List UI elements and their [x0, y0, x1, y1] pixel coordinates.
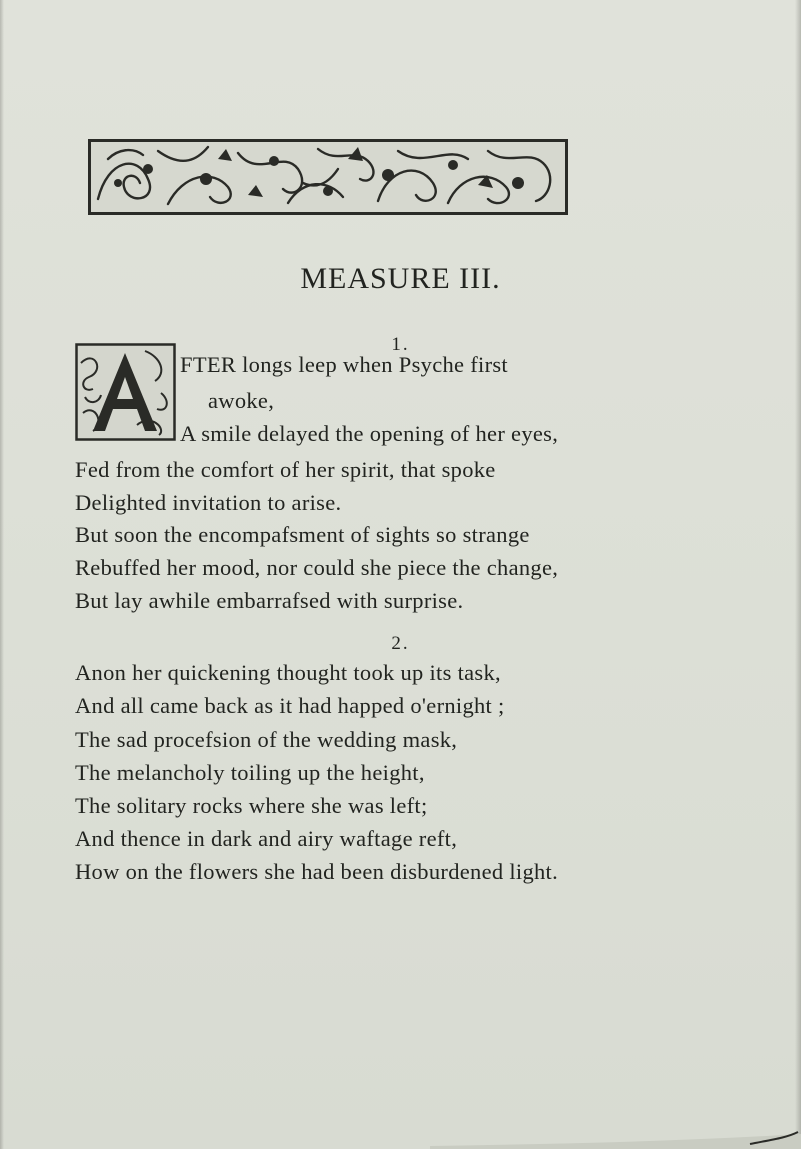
verse-line: And thence in dark and airy waftage reft,: [75, 826, 458, 851]
page-edge-shadow-icon: [430, 1128, 801, 1149]
verse-line: Anon her quickening thought took up its task,: [75, 660, 501, 685]
stanza-number: 2.: [391, 633, 410, 654]
verse-line: Rebuffed her mood, nor could she piece the change,: [75, 555, 559, 580]
verse-line: How on the flowers she had been disburdened light.: [75, 859, 559, 884]
ornamental-headpiece-icon: [88, 139, 568, 215]
verse-line: Fed from the comfort of her spirit, that spoke: [75, 457, 496, 482]
verse-line: And all came back as it had happed o'ernight ;: [75, 693, 505, 718]
verse-line: But soon the encompafsment of sights so strange: [75, 522, 530, 547]
verse-line: awoke,: [208, 388, 275, 413]
page-title: MEASURE III.: [300, 262, 501, 295]
page-edge-right: [795, 0, 801, 1149]
verse-line: But lay awhile embarrafsed with surprise.: [75, 588, 464, 613]
verse-line: The solitary rocks where she was left;: [75, 793, 428, 818]
verse-line: A smile delayed the opening of her eyes,: [180, 421, 559, 446]
verse-line: Delighted invitation to arise.: [75, 490, 342, 515]
verse-line: The sad procefsion of the wedding mask,: [75, 727, 458, 752]
dropcap-initial-icon: [75, 343, 176, 441]
stanza-number: 1.: [391, 334, 410, 355]
page-edge-left: [0, 0, 4, 1149]
verse-line: The melancholy toiling up the height,: [75, 760, 425, 785]
verse-line: FTER longs leep when Psyche first: [180, 352, 508, 377]
